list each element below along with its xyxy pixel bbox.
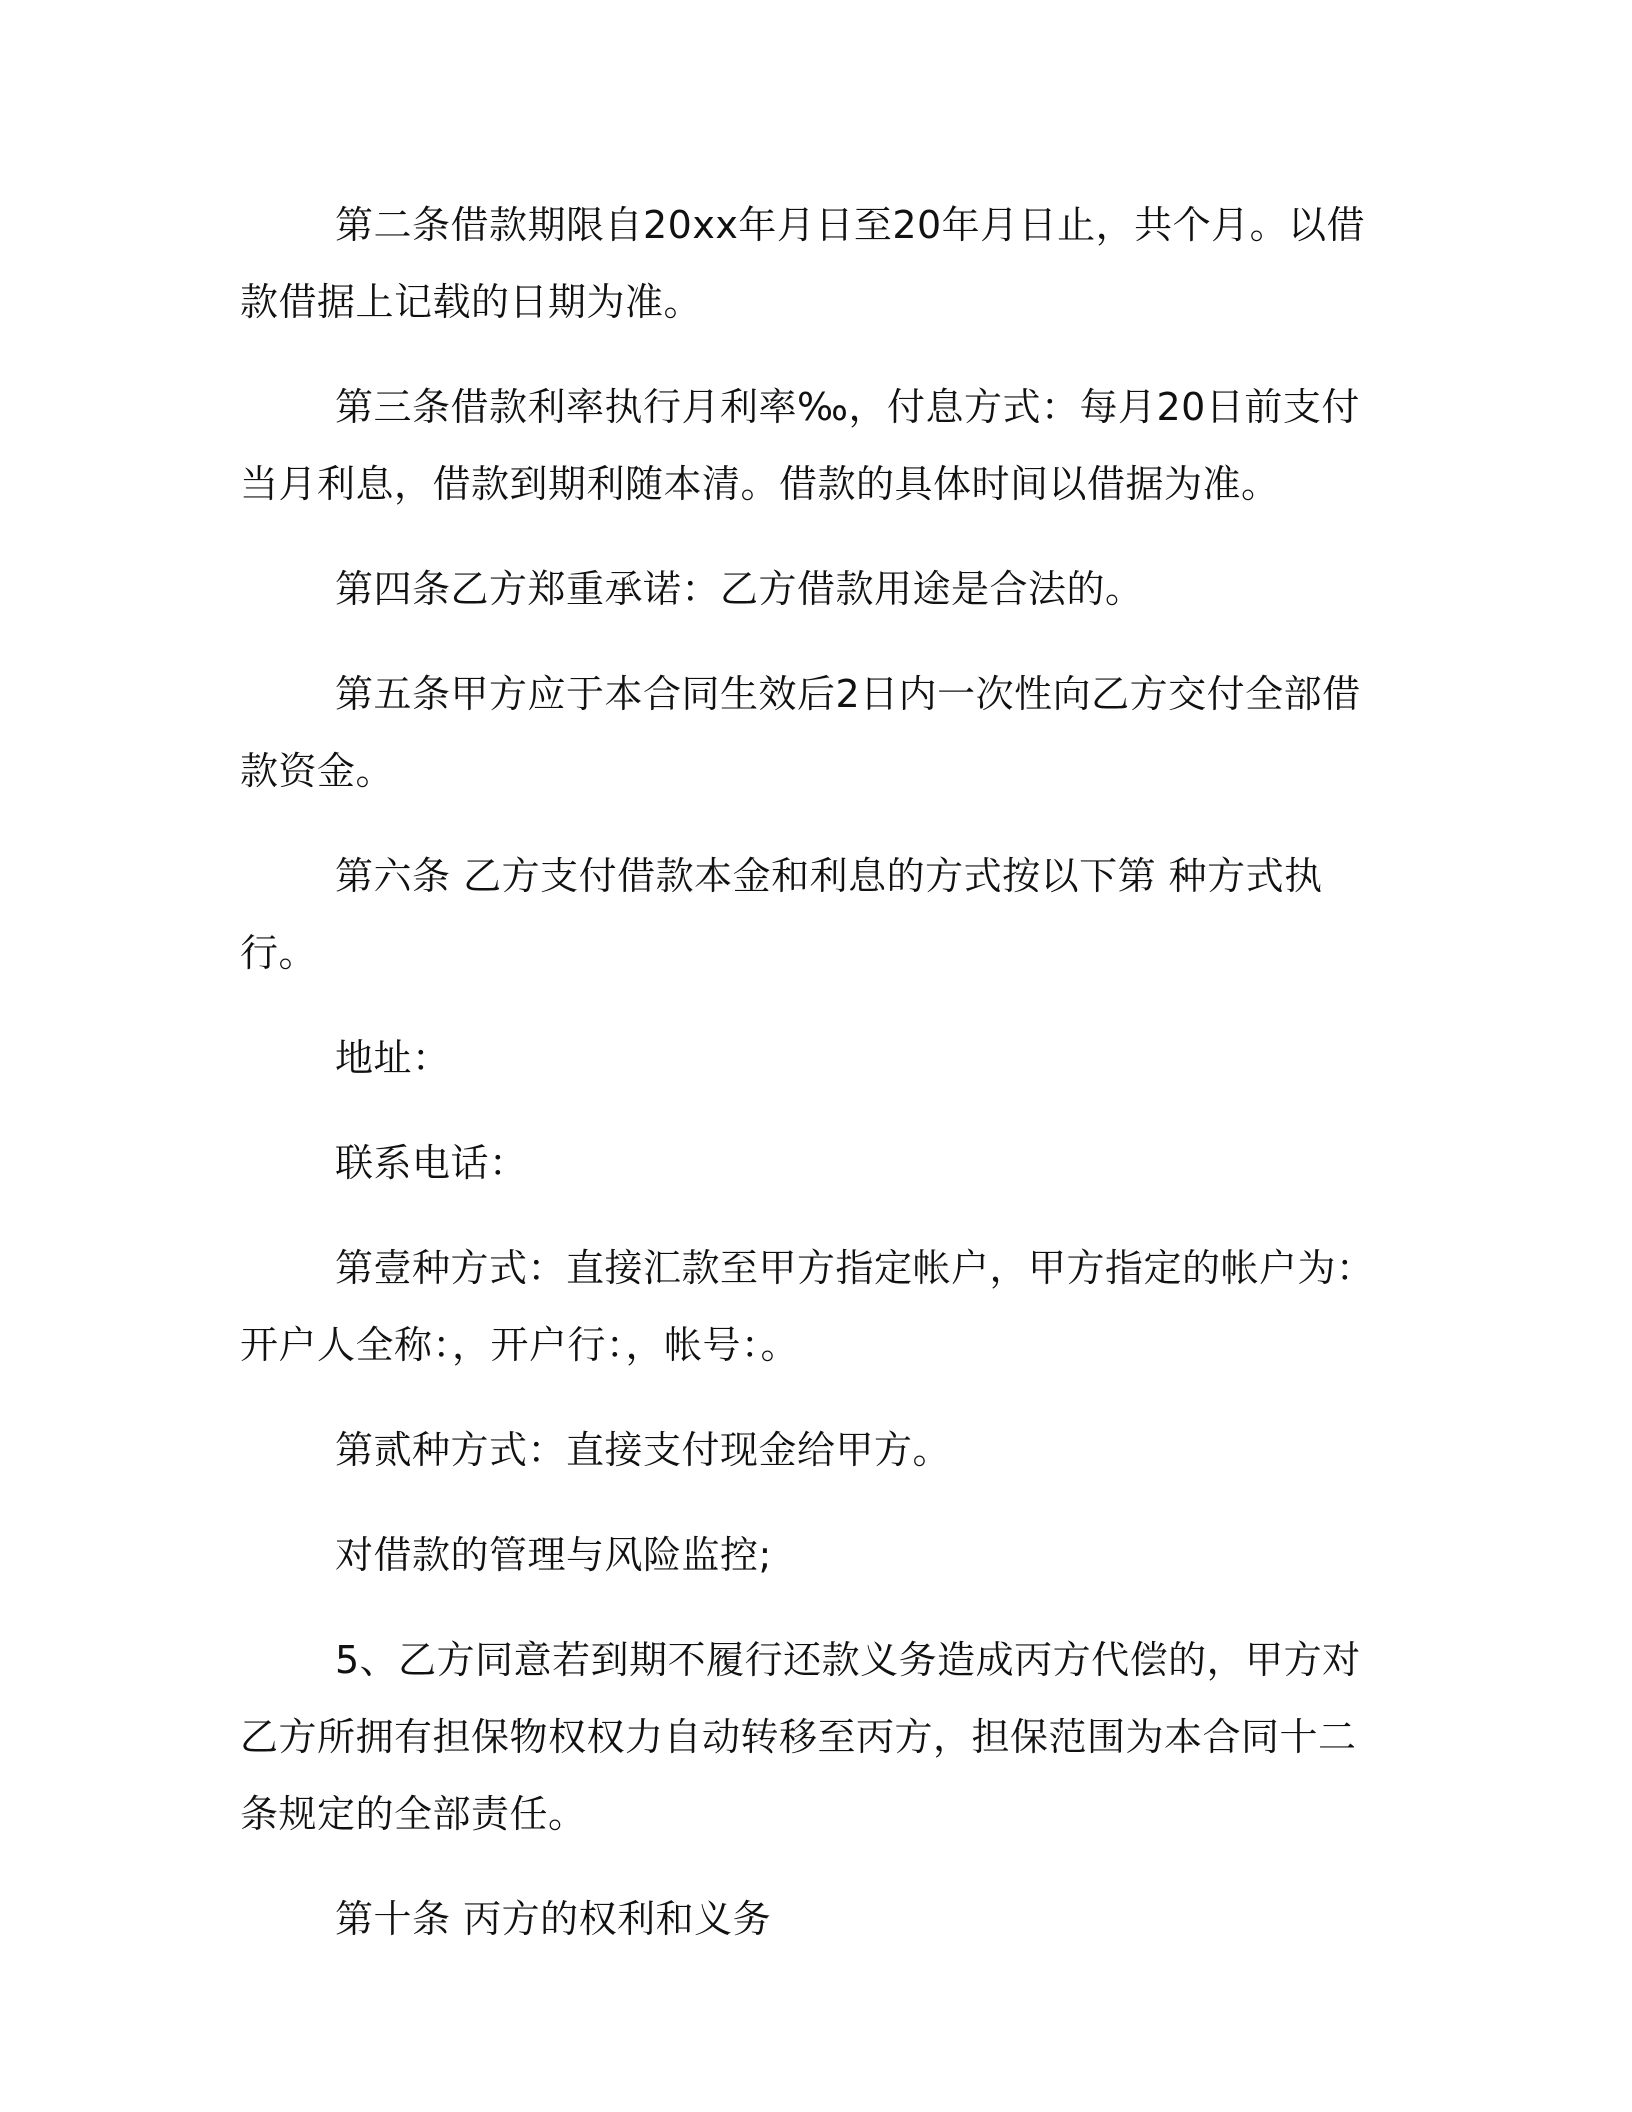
clause-6-payment-method: 第六条 乙方支付借款本金和利息的方式按以下第 种方式执行。 [240,854,1323,975]
clause-3-interest-rate: 第三条借款利率执行月利率‰，付息方式：每月20日前支付当月利息，借款到期利随本清。借款的具体时间以借据为准。 [240,385,1360,506]
clause-2-loan-term: 第二条借款期限自20xx年月日至20年月日止，共个月。以借款借据上记载的日期为准。 [240,203,1366,324]
document-body [240,187,1390,1986]
risk-monitoring-line: 对借款的管理与风险监控; [335,1533,772,1577]
clause-4-loan-purpose: 第四条乙方郑重承诺：乙方借款用途是合法的。 [335,567,1144,611]
item-5-guarantee-transfer: 5、乙方同意若到期不履行还款义务造成丙方代偿的，甲方对乙方所拥有担保物权权力自动转移至丙方，担保范围为本合同十二条规定的全部责任。 [240,1638,1361,1836]
clause-5-disbursement: 第五条甲方应于本合同生效后2日内一次性向乙方交付全部借款资金。 [240,672,1361,793]
payment-method-two: 第贰种方式：直接支付现金给甲方。 [335,1428,952,1472]
address-line: 地址： [335,1036,451,1080]
phone-line: 联系电话： [335,1141,528,1185]
clause-10-heading: 第十条 丙方的权利和义务 [335,1897,772,1941]
payment-method-one: 第壹种方式：直接汇款至甲方指定帐户，甲方指定的帐户为：开户人全称：，开户行：，帐号：。 [240,1246,1375,1367]
